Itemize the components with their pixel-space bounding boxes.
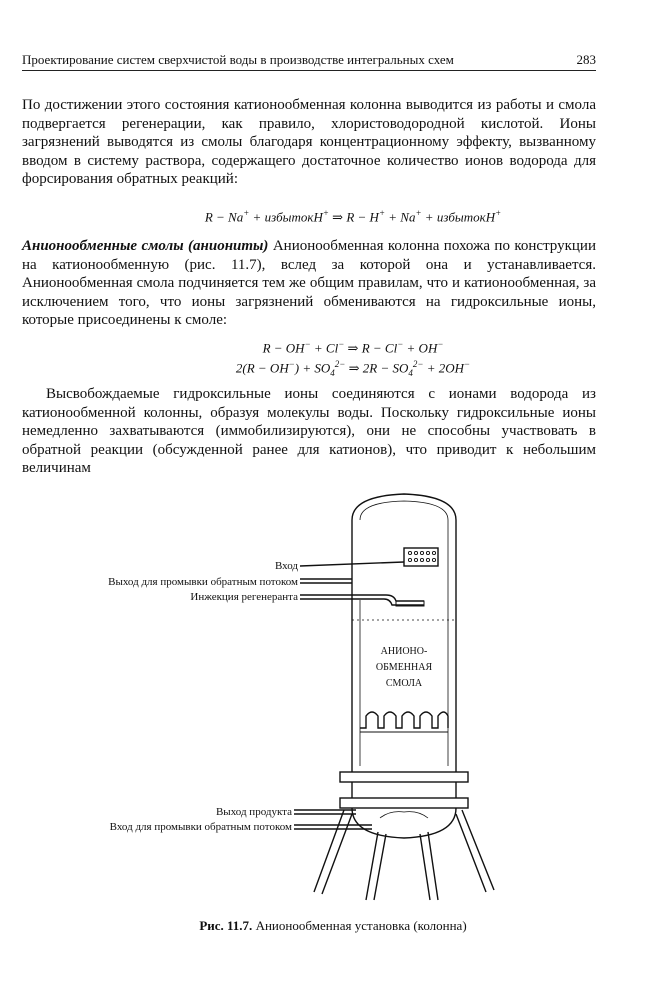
resin-label-line2: ОБМЕННАЯ: [375, 662, 433, 673]
running-title: Проектирование систем сверхчистой воды в производстве интегральных схем: [22, 52, 454, 67]
label-backwash-inlet: Вход для промывки обратным потоком: [109, 821, 292, 833]
backwash-outlet-pipe: [300, 579, 352, 583]
paragraph-body: Анионообменная колонна похожа по конструкции на катионообменную (рис. 11.7), вслед за которой она и устанавливается. Анионообменная смола подчиняется тем же общим правилам, что и катионообменная, за исключением того, что ионы загрязнений обмениваются на гидроксильные ионы, которые присоединены к смоле:: [22, 238, 596, 329]
paragraph-anion-resins: [22, 237, 596, 330]
figure-caption: [0, 918, 666, 934]
resin-label-line1: АНИОНО-: [380, 646, 428, 657]
upper-flange: [340, 772, 468, 782]
paragraph-cation-regeneration: По достижении этого состояния катионообменная колонна выводится из работы и смола подвергается регенерации, как правило, хлористоводородной кислотой. Ионы загрязнений выводятся из смолы благодаря концентрационному эффекту, вызванному вводом в систему раствора, содержащего достаточное количество ионов водорода для форсирования обратных реакций:: [22, 97, 596, 188]
support-legs: [314, 810, 494, 900]
resin-label-line3: СМОЛА: [385, 678, 423, 689]
label-regenerant-injection: Инжекция регенеранта: [190, 591, 298, 603]
bottom-collector: [360, 712, 448, 728]
formula-cation-regeneration: R − Na+ + избытокH+ ⇒ R − H+ + Na+ + избытокH+: [204, 208, 502, 225]
figure-caption-text: Анионообменная установка (колонна): [252, 918, 467, 933]
column-body: [352, 494, 456, 766]
label-backwash-outlet: Выход для промывки обратным потоком: [108, 576, 298, 588]
page-header: [22, 52, 596, 71]
formula-sulfate-exchange: $2(R - OH^-) + SO_4^{2-}$ ⇒ $2R - SO_4^{2-} + 2OH^-$: [235, 359, 471, 378]
bottom-dome: [352, 808, 456, 838]
section-run-in-heading: Анионообменные смолы (аниониты): [22, 238, 269, 254]
figure-number: Рис. 11.7.: [199, 918, 253, 933]
page-number: 283: [576, 52, 596, 67]
lower-flange: [340, 798, 468, 808]
paragraph-hydroxyl-ions: Высвобождаемые гидроксильные ионы соединяются с ионами водорода из катионообменной колонны, образуя молекулы воды. Поскольку гидроксильные ионы немедленно захватываются (иммобилизируются), они не способны участвовать в обратной реакции (обсужденной ранее для катионов), что приводит к небольшим величинам: [22, 386, 596, 477]
label-inlet: Вход: [274, 560, 298, 572]
regenerant-pipe: [300, 595, 424, 605]
product-outlet-pipe: [294, 810, 356, 814]
inlet-distributor: [404, 548, 438, 566]
label-product-outlet: Выход продукта: [215, 806, 292, 818]
formula-chloride-exchange: R − OH− + Cl− ⇒ R − Cl− + OH−: [262, 339, 444, 356]
anion-exchange-column-diagram: [0, 480, 666, 920]
